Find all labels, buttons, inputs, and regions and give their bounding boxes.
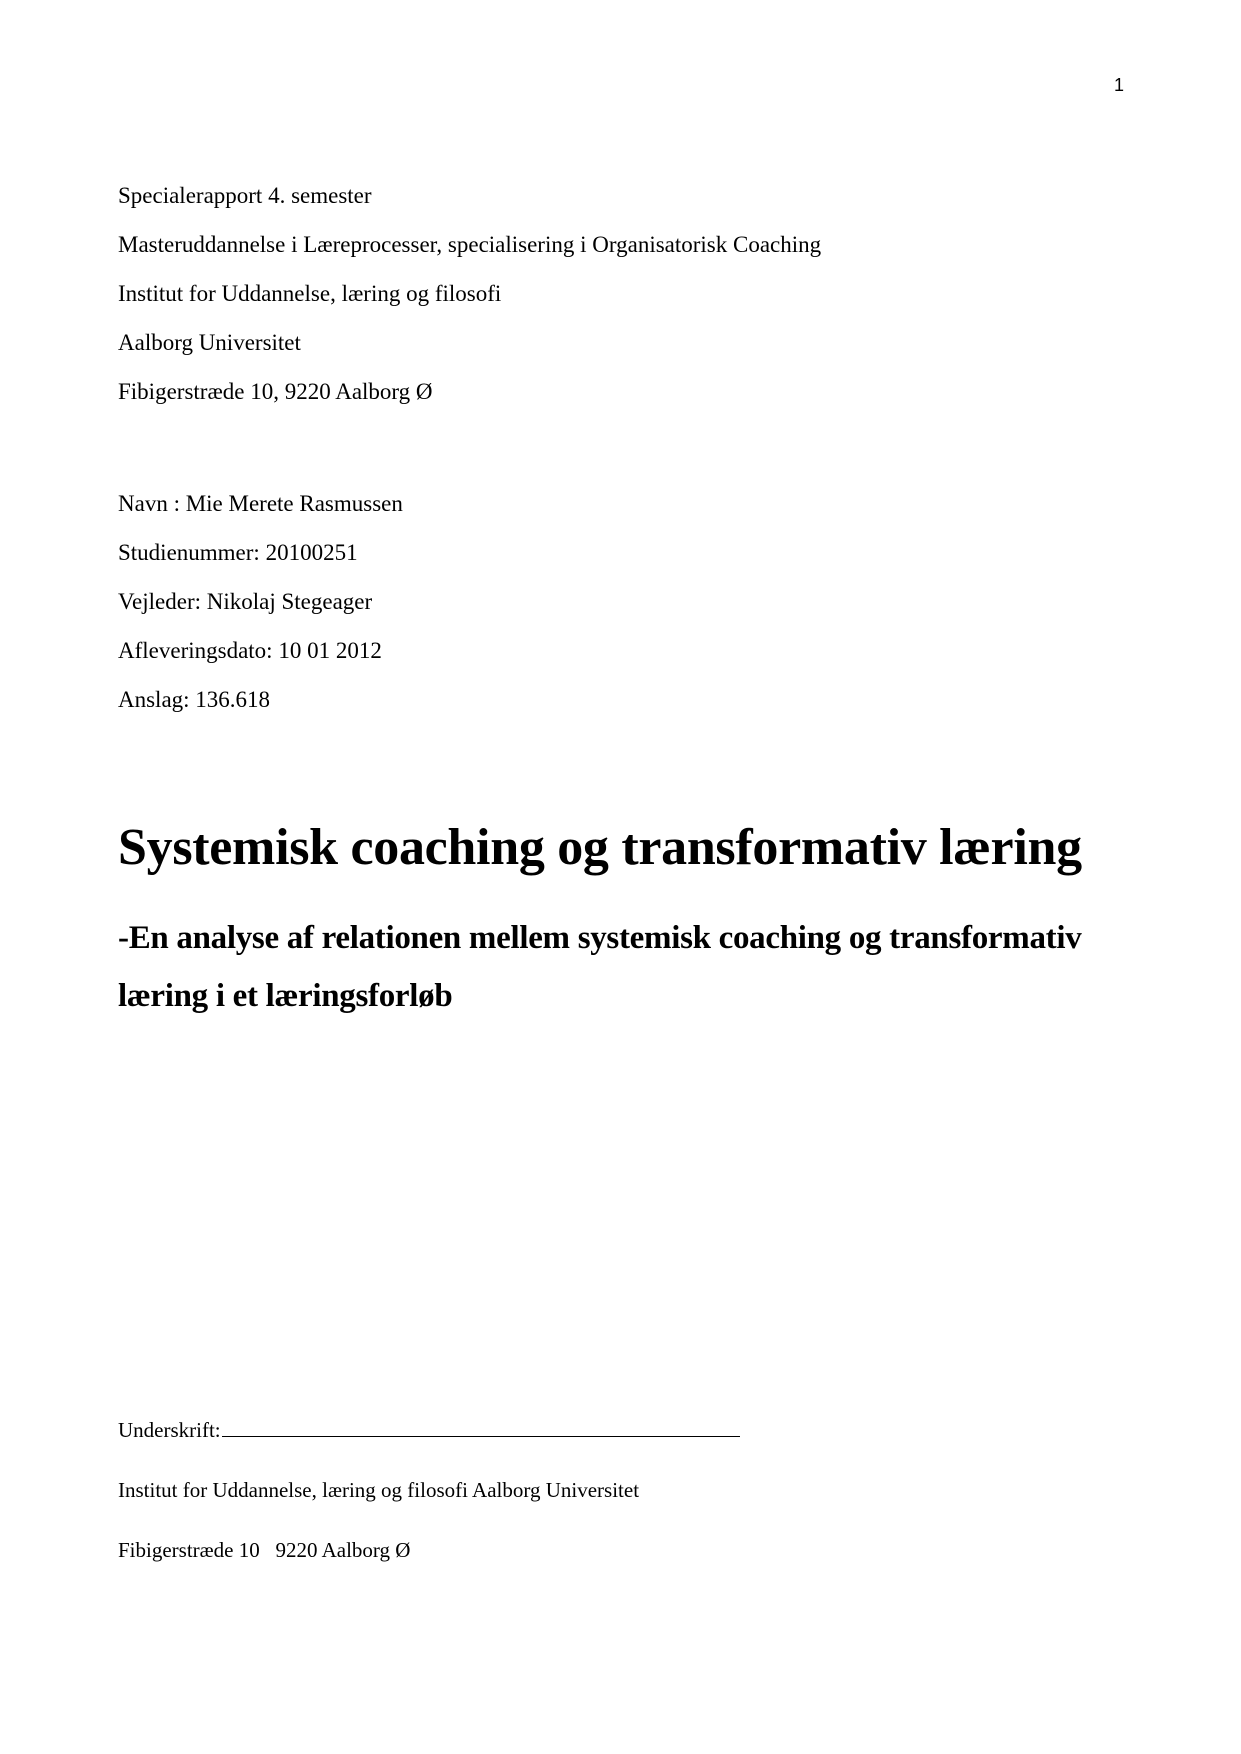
student-name: Navn : Mie Merete Rasmussen xyxy=(118,491,403,516)
signature-label: Underskrift: xyxy=(118,1418,221,1442)
document-subtitle-line-2: læring i et læringsforløb xyxy=(118,978,453,1014)
signature-row xyxy=(118,1418,740,1441)
document-subtitle-line-1: -En analyse af relationen mellem systemisk coaching og transformativ xyxy=(118,920,1082,956)
supervisor: Vejleder: Nikolaj Stegeager xyxy=(118,589,373,614)
student-number: Studienummer: 20100251 xyxy=(118,540,358,565)
program-name: Masteruddannelse i Læreprocesser, specialisering i Organisatorisk Coaching xyxy=(118,232,822,257)
institute-name: Institut for Uddannelse, læring og filosofi xyxy=(118,281,502,306)
document-title: Systemisk coaching og transformativ læring xyxy=(118,819,1082,876)
report-type: Specialerapport 4. semester xyxy=(118,183,372,208)
signature-line xyxy=(222,1418,740,1437)
footer-address: Fibigerstræde 10 9220 Aalborg Ø xyxy=(118,1538,411,1562)
university-address: Fibigerstræde 10, 9220 Aalborg Ø xyxy=(118,379,433,404)
university-name: Aalborg Universitet xyxy=(118,330,301,355)
submission-date: Afleveringsdato: 10 01 2012 xyxy=(118,638,382,663)
footer-institute: Institut for Uddannelse, læring og filosofi Aalborg Universitet xyxy=(118,1478,640,1502)
character-count: Anslag: 136.618 xyxy=(118,687,271,712)
page-number: 1 xyxy=(1114,75,1125,95)
